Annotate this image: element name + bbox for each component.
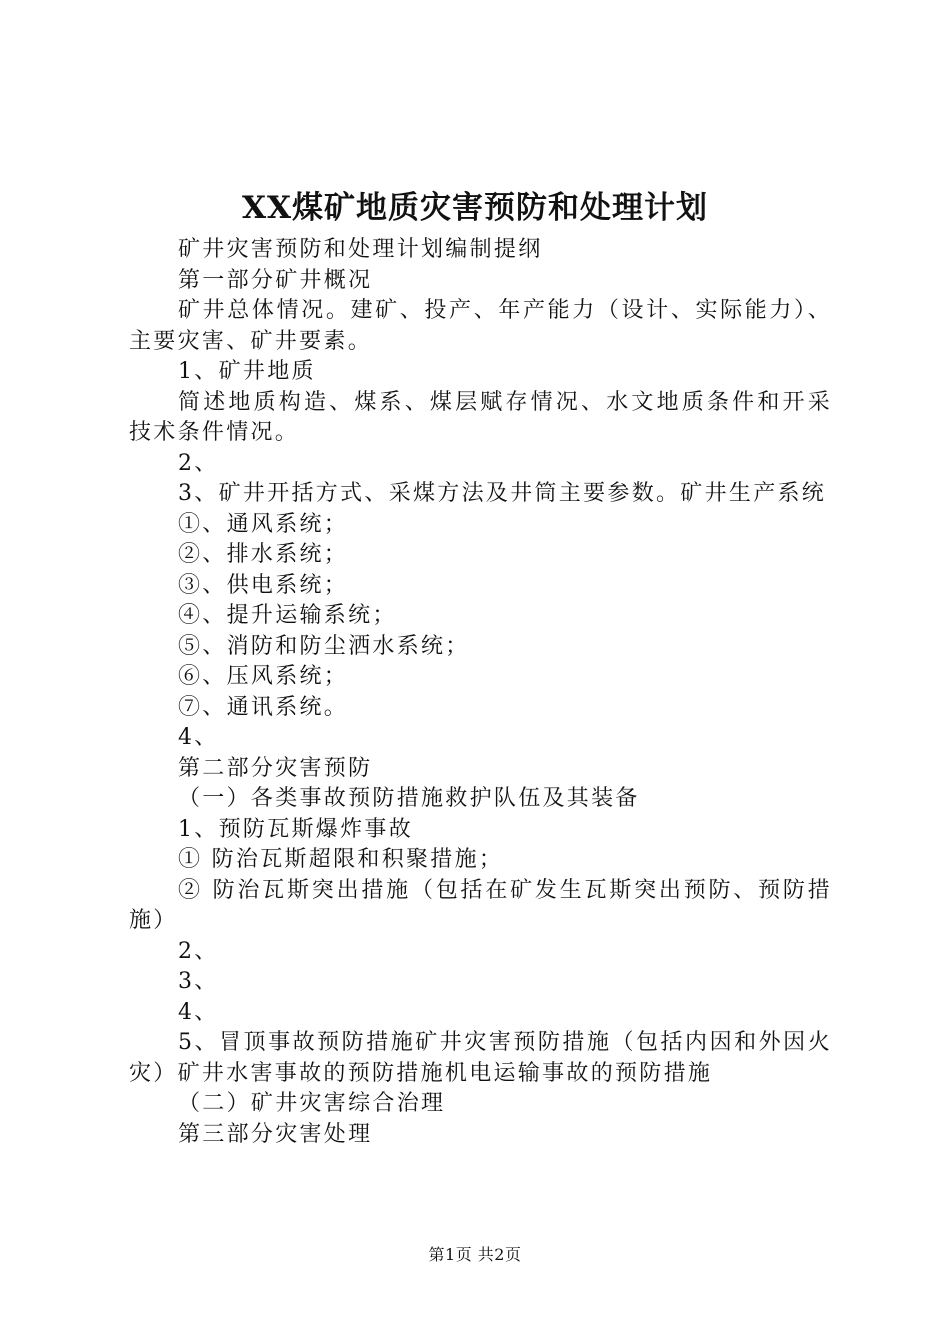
paragraph: （二）矿井灾害综合治理 bbox=[178, 1091, 446, 1116]
paragraph: 5、冒顶事故预防措施矿井灾害预防措施（包括内因和外因火灾）矿井水害事故的预防措施机电运输事故的预防措施 bbox=[129, 1030, 832, 1086]
paragraph: 矿井总体情况。建矿、投产、年产能力（设计、实际能力）、主要灾害、矿井要素。 bbox=[129, 298, 832, 354]
section-heading: 第三部分灾害处理 bbox=[178, 1121, 373, 1147]
list-item: ③、供电系统； bbox=[178, 572, 349, 598]
paragraph: 4、 bbox=[178, 725, 219, 750]
list-item: ②、排水系统； bbox=[178, 542, 349, 567]
list-item: ①、通风系统； bbox=[178, 511, 349, 537]
paragraph: 2、 bbox=[178, 450, 219, 476]
paragraph: 4、 bbox=[178, 999, 219, 1025]
list-item: ⑥、压风系统； bbox=[178, 664, 349, 689]
document-body bbox=[129, 235, 832, 1150]
paragraph: 2、 bbox=[178, 938, 219, 964]
page-footer: 第1页 共2页 bbox=[428, 1245, 522, 1264]
paragraph: 1、预防瓦斯爆炸事故 bbox=[178, 816, 413, 842]
list-item: ⑤、消防和防尘洒水系统； bbox=[178, 633, 470, 659]
paragraph: 矿井灾害预防和处理计划编制提纲 bbox=[178, 237, 543, 262]
document-title: XX煤矿地质灾害预防和处理计划 bbox=[241, 190, 709, 226]
paragraph: 简述地质构造、煤系、煤层赋存情况、水文地质条件和开采技术条件情况。 bbox=[129, 389, 832, 445]
list-item: ② 防治瓦斯突出措施（包括在矿发生瓦斯突出预防、预防措施） bbox=[129, 877, 832, 933]
paragraph: 3、矿井开括方式、采煤方法及井筒主要参数。矿井生产系统 bbox=[178, 481, 827, 506]
list-item: ① 防治瓦斯超限和积聚措施； bbox=[178, 847, 504, 872]
paragraph: 3、 bbox=[178, 969, 219, 994]
section-heading: 第二部分灾害预防 bbox=[178, 755, 373, 781]
list-item: ⑦、通讯系统。 bbox=[178, 694, 349, 720]
paragraph: （一）各类事故预防措施救护队伍及其装备 bbox=[178, 786, 640, 811]
paragraph: 第一部分矿井概况 bbox=[178, 267, 373, 293]
list-item: ④、提升运输系统； bbox=[178, 603, 397, 628]
paragraph: 1、矿井地质 bbox=[178, 359, 316, 384]
